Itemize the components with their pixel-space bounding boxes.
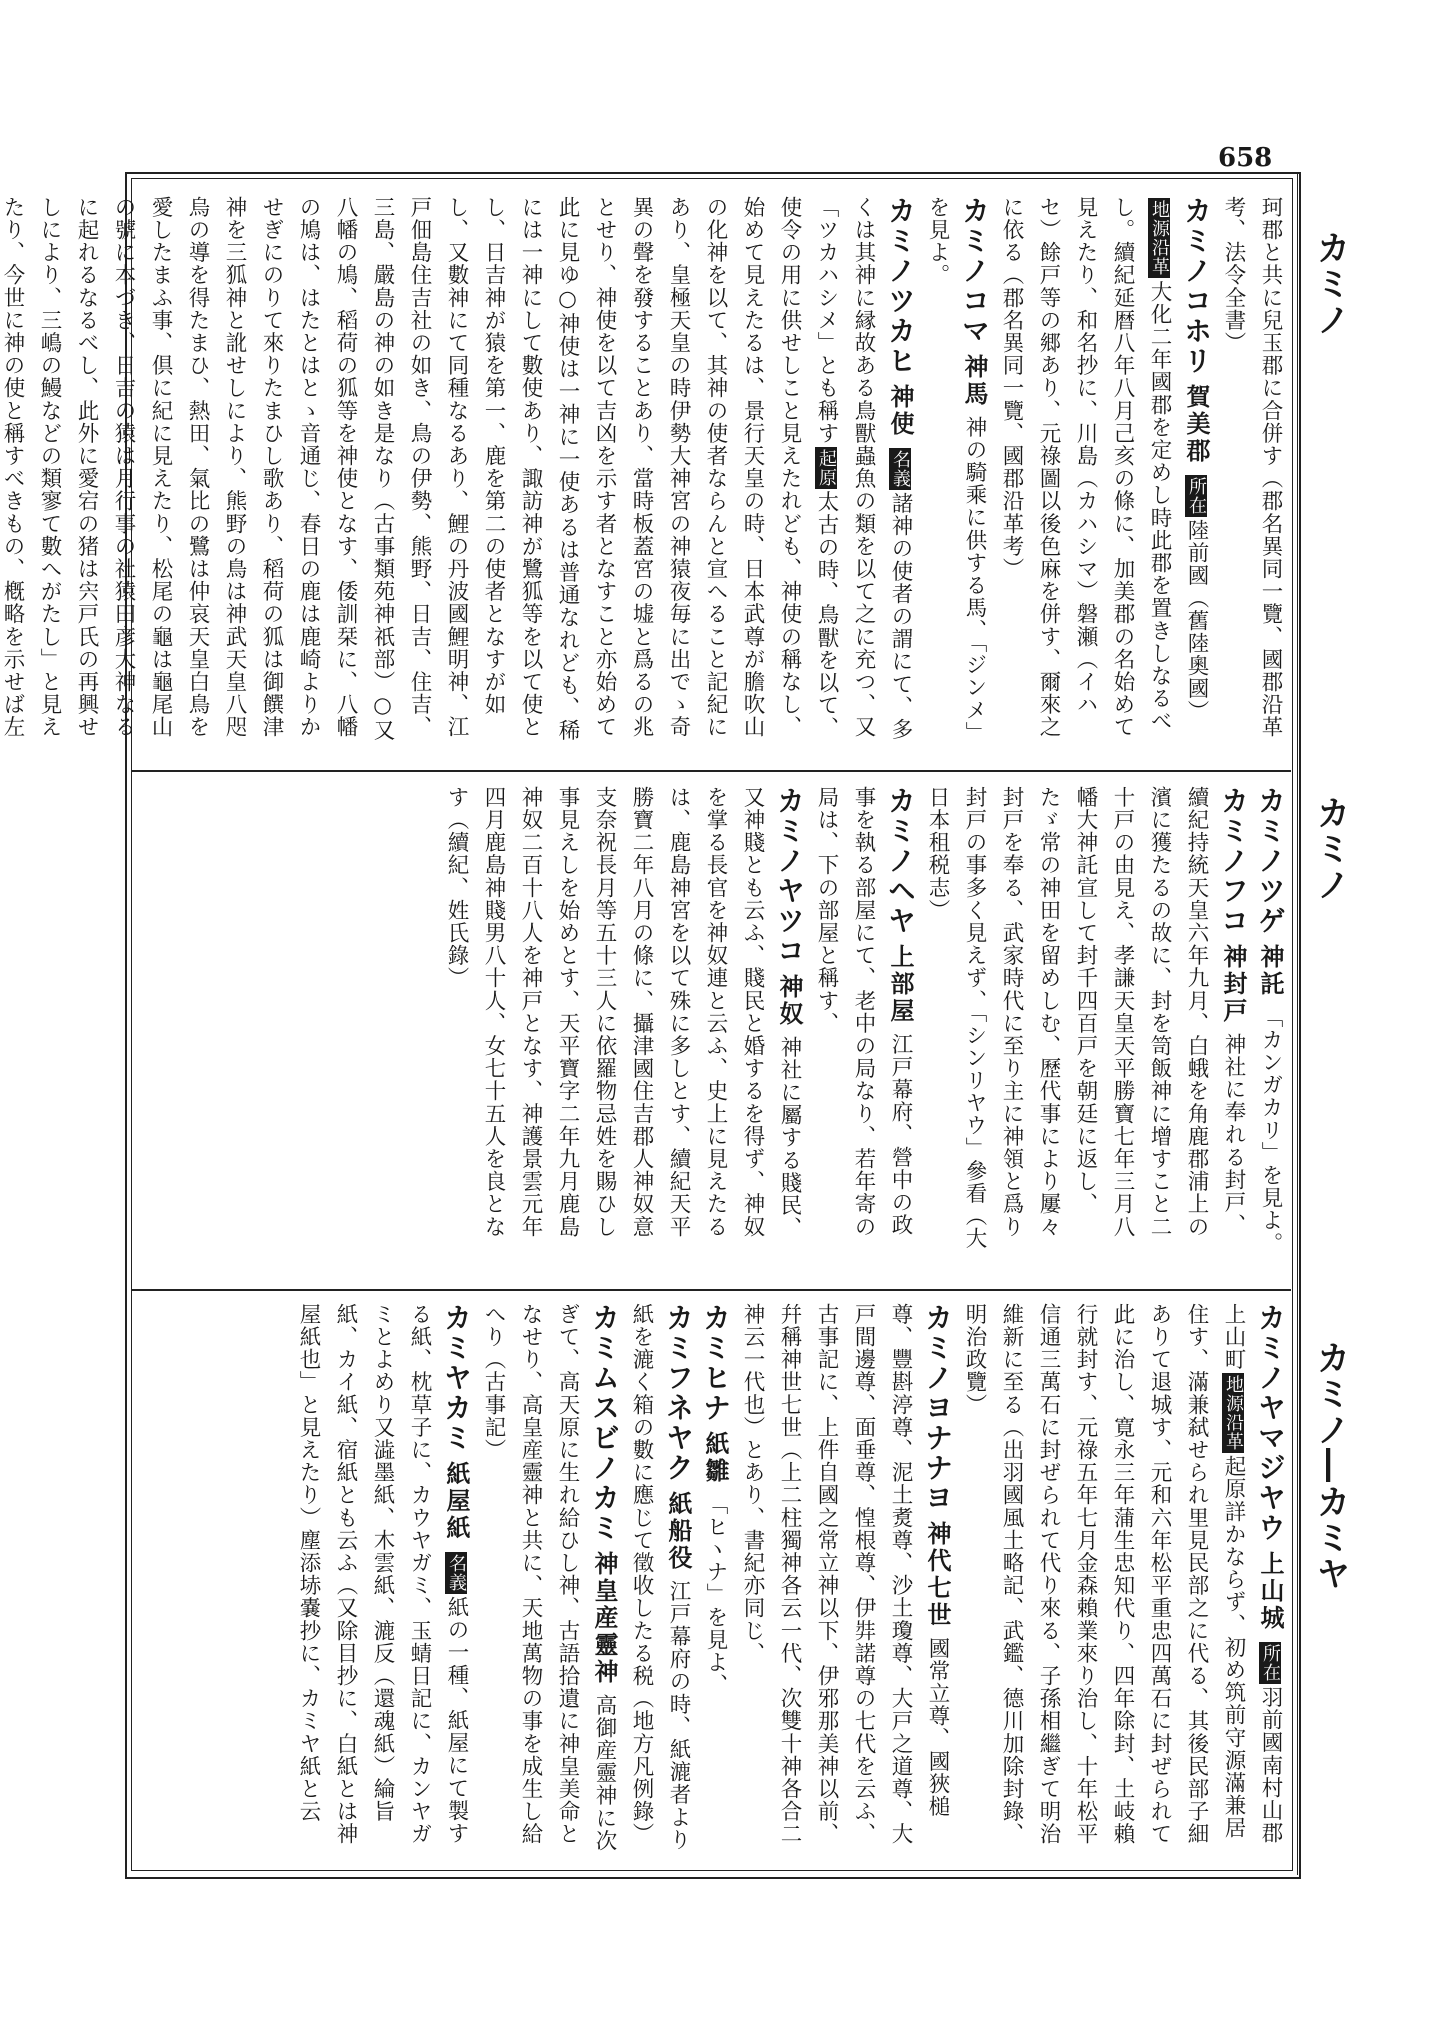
entry-kanji: 紙屋紙 xyxy=(442,1460,471,1542)
entry-text: 太古の時、鳥獸を以て、使令の用に供せしこと見えたれども、神使の稱なし、始めて見えたるは、景行天皇の時、日本武尊が膽吹山の化神を以て、其神の使者ならんと宣へること記紀にあり、皇極天皇の時伊勢大神宮の神猿夜毎に出でゝ奇異の聲を發することあり、當時板蓋宮の墟と爲るの兆とせり、神使を以て吉凶を示す者となすこと亦始めて此に見ゆ○神使は一神に一使あるは普通なれども、稀には一神にして數使あり、諏訪神が鷺狐等を以て使とし、日吉神が猿を第一、鹿を第二の使者となすが如し、又數神にて同種なるあり、鯉の丹波國鯉明神、江戸佃島住吉社の如き、鳥の伊勢、熊野、日吉、住吉、三島、嚴島の神の如き是なり（古事類苑神祇部）○又八幡の鳩、稻荷の狐等を神使となす、倭訓栞に、八幡の鳩は、はたとはとゝ音通じ、春日の鹿は鹿崎よりかせぎにのりて來りたまひし歌あり、稻荷の狐は御饌津神を三狐神と訛せしにより、熊野の鳥は神武天皇八咫烏の導を得たまひ、熱田、氣比の鷺は仲哀天皇白鳥を愛したまふ事、倶に紀に見えたり、松尾の龜は龜尾山の號に本づき、日吉の猿は月行事の社猿田彦大神なるに起れるなるべし、此外に愛宕の猪は宍戸氏の再興せしにより、三嶋の鰻などの類寥て數へがたし」と見えたり、今世に神の使と稱すべきもの、槪略を示せば左 xyxy=(0,196,839,742)
entry-text: 紙の一種、紙屋にて製する紙、枕草子に、カウヤガミ、玉蜻日記に、カンヤガミとよめり又澁墨紙、木雲紙、漉反（還魂紙）綸旨紙、カイ紙、宿紙とも云ふ（又除目抄に、白紙とは神屋紙也」と見えたり）塵添𡋽嚢抄に、カミヤ紙と云 xyxy=(296,1303,469,1846)
entry-kaminoyatsuko xyxy=(438,786,808,1256)
entry-text: 神社に屬する賤民、又神賤とも云ふ、賤民と婚するを得ず、神奴を掌る長官を神奴連と云ふ、史上に見えたるは、鹿島神宮を以て殊に多しとす、續紀天平勝寶二年八月の條に、攝津國住吉郡人神奴意支奈祝長月等五十三人に依羅物忌姓を賜ひし事見えしを始めとす、天平寶字二年九月鹿島神奴二百十八人を神戸となす、神護景雲元年四月鹿島神賤男八十人、女七十五人を良となす（續紀、姓氏錄） xyxy=(444,786,802,1240)
entry-text: 神の騎乘に供する馬、「ジンメ」を見よ。 xyxy=(925,196,987,745)
entry-text: 國常立尊、國狹槌尊、豐斟渟尊、泥土煑尊、沙土瓊尊、大戸之道尊、大戸間邊尊、面垂尊、惶根尊、伊弉諾尊の七代を云ふ、古事記に、上件自國之常立神以下、伊邪那美神以前、幷稱神世七世（上二柱獨神各云一代、次雙十神各合二神云一代也）とあり、書紀亦同じ、 xyxy=(740,1303,950,1846)
entry-headword: カミヒナ xyxy=(699,1303,732,1423)
running-head-tier2: カミノ xyxy=(1310,795,1350,903)
text-tier-3 xyxy=(133,1303,1289,1858)
running-head-tier3: カミノ―カミヤ xyxy=(1310,1340,1350,1592)
entry-kanji: 神託 xyxy=(1256,943,1285,998)
entry-headword: カミノツゲ xyxy=(1254,786,1287,936)
entry-text: 「ヒヽナ」を見よ、 xyxy=(703,1492,728,1697)
entry-kanji: 神奴 xyxy=(775,973,804,1028)
section-tag: 名義 xyxy=(890,449,911,489)
entry-kanji: 神使 xyxy=(886,383,915,438)
section-tag: 所在 xyxy=(1186,476,1207,516)
running-head-tier1: カミノ xyxy=(1310,230,1350,338)
entry-headword: カミノヤツコ xyxy=(773,786,806,966)
entry-text: 諸神の使者の謂にて、多くは其神に縁故ある鳥獸蟲魚の類を以て之に充つ、又「ツカハシメ」とも稱す xyxy=(814,196,913,741)
entry-kamihina xyxy=(697,1303,734,1858)
entry-headword: カミノツカヒ xyxy=(884,196,917,376)
entry-kanji: 神馬 xyxy=(960,353,989,408)
tier-divider-2 xyxy=(131,1289,1291,1291)
entry-kanji: 賀美郡 xyxy=(1182,383,1211,465)
entry-kaminoyonanayo xyxy=(734,1303,956,1858)
entry-kanji: 上山城 xyxy=(1256,1550,1285,1632)
entry-kaminofuko xyxy=(919,786,1252,1256)
entry-kaminotsukahi xyxy=(0,196,919,748)
entry-text: 羽前國南村山郡上山町 xyxy=(1221,1303,1283,1845)
entry-headword: カミノヘヤ xyxy=(884,786,917,936)
tier-divider-1 xyxy=(131,770,1291,772)
entry-text: 陸前國（舊陸奧國） xyxy=(1184,519,1209,723)
entry-kamiyakami xyxy=(290,1303,475,1858)
continuation-text: 珂郡と共に兒玉郡に合併す（郡名異同一覽、國郡沿革考、法令全書） xyxy=(1221,196,1283,739)
section-tag: 地源沿革 xyxy=(1223,1374,1244,1452)
entry-kanji: 神代七世 xyxy=(923,1520,952,1629)
running-head-divider xyxy=(1297,172,1298,1875)
page-number: 658 xyxy=(1218,143,1273,173)
entry-kanji: 紙船役 xyxy=(664,1490,693,1572)
entry-kanji: 神皇産靈神 xyxy=(590,1550,619,1686)
entry-text: 神社に奉れる封戸、續紀持統天皇六年九月、白蛾を角鹿郡浦上の濱に獲たるの故に、封を笥飯神に增すこと二十戸の由見え、孝謙天皇天平勝寶七年三月八幡大神託宣して封千四百戸を朝廷に返し、たゞ常の神田を留めしむ、歷代事により屢々封戸を奉る、武家時代に至り主に神領と爲り封戸の事多く見えず、「シンリヤウ」參看（大日本租税志） xyxy=(925,786,1246,1250)
entry-headword: カミフネヤク xyxy=(662,1303,695,1483)
entry-text: 江戸幕府、營中の政事を執る部屋にて、老中の局なり、若年寄の局は、下の部屋と稱す、 xyxy=(814,786,913,1238)
entry-text: 「カンガカリ」を見よ。 xyxy=(1258,1005,1283,1255)
entry-headword: カミノヤマジヤウ xyxy=(1254,1303,1287,1543)
entry-headword: カミヤカミ xyxy=(440,1303,473,1453)
entry-text: 高御産靈神に次ぎて、高天原に生れ給ひし神、古語拾遺に神皇美命となせり、高皇産靈神と共に、天地萬物の事を成生し給へり（古事記） xyxy=(481,1303,617,1853)
entry-text: 大化二年國郡を定めし時此郡を置きしなるべし。續紀延暦八年八月己亥の條に、加美郡の名始めて見えたり、和名抄に、川島（カハシマ）磐瀬（イハセ）餘戸等の郷あり、元祿圖以後色麻を併す、爾來之に依る（郡名異同一覽、國郡沿革考） xyxy=(999,196,1172,739)
text-tier-2 xyxy=(133,786,1289,1256)
entry-headword: カミノヨナナヨ xyxy=(921,1303,954,1513)
section-tag: 起原 xyxy=(816,448,837,487)
entry-headword: カミノフコ xyxy=(1217,786,1250,936)
entry-kamifuneyaku xyxy=(623,1303,697,1858)
text-tier-1 xyxy=(0,196,1289,748)
entry-text: 起原詳かならず、初め筑前守源滿兼居住す、滿兼弑せられ里見民部之に代る、其後民部子細ありて退城す、元和六年松平重忠四萬石に封ぜられて此に治し、寛永三年蒲生忠知代り、四年除封、土岐賴行就封す、元祿五年七月金森賴業來り治し、十年松平信通三萬石に封ぜられて代り來る、子孫相繼ぎて明治維新に至る（出羽國風土略記、武鑑、德川加除封錄、明治政覽） xyxy=(962,1303,1246,1846)
entry-kanji: 神封戸 xyxy=(1219,943,1248,1025)
section-tag: 地源沿革 xyxy=(1149,200,1170,277)
section-tag: 名義 xyxy=(446,1553,467,1593)
entry-headword: カミノコマ xyxy=(958,196,991,346)
entry-kamimusubinokami xyxy=(475,1303,623,1858)
entry-kanji: 紙雛 xyxy=(701,1430,730,1485)
entry-kanji: 上部屋 xyxy=(886,943,915,1025)
entry-headword: カミムスビノカミ xyxy=(588,1303,621,1543)
entry-kaminoyamajiyau xyxy=(956,1303,1289,1858)
entry-text: 江戸幕府の時、紙漉者より紙を漉く箱の數に應じて徵收したる税（地方凡例錄） xyxy=(629,1303,691,1852)
entry-kaminokohori xyxy=(993,196,1215,748)
entry-headword: カミノコホリ xyxy=(1180,196,1213,376)
entry-kaminokoma xyxy=(919,196,993,748)
entry-kaminotsuge xyxy=(1252,786,1289,1256)
section-tag: 所在 xyxy=(1260,1643,1281,1683)
entry-kaminoheya xyxy=(808,786,919,1256)
